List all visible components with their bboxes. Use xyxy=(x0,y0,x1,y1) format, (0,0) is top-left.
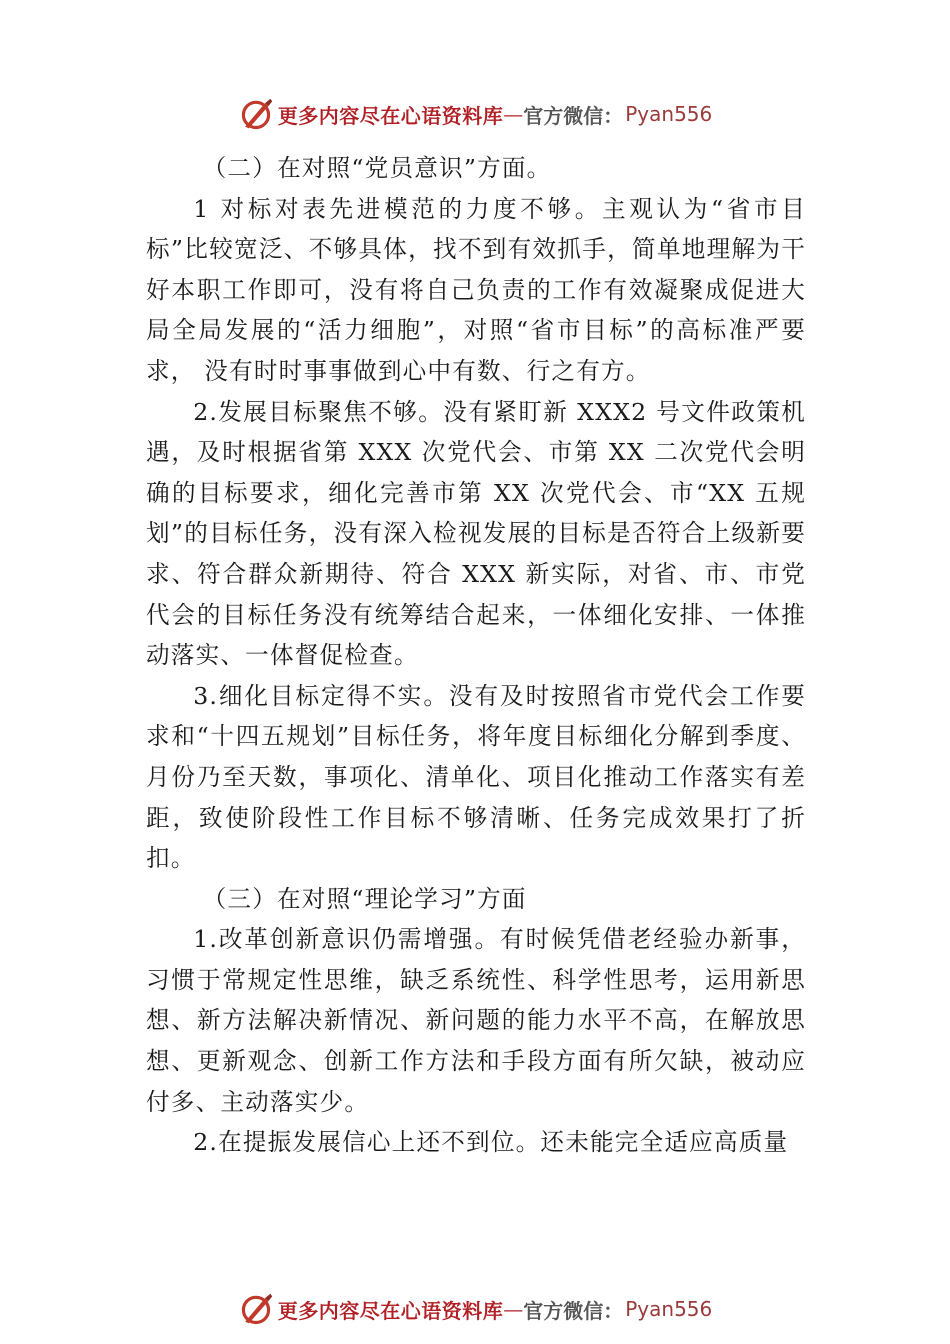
pen-logo-icon xyxy=(238,1291,274,1327)
paragraph: 1 对标对表先进模范的力度不够。主观认为“省市目标”比较宽泛、不够具体，找不到有效抓手，简单地理解为干好本职工作即可，没有将自己负责的工作有效凝聚成促进大局全局发展的“活力细胞”，对照“省市目标”的高标准严要求， 没有时时事事做到心中有数、行之有方。 xyxy=(146,194,806,385)
banner-main-text: 更多内容尽在心语资料库 xyxy=(277,103,504,128)
banner-wechat-id: Pyan556 xyxy=(625,1297,713,1321)
banner-label: 官方微信： xyxy=(523,103,624,128)
document-body xyxy=(146,148,806,1163)
banner-label: 官方微信： xyxy=(523,1298,624,1323)
banner-wechat-id: Pyan556 xyxy=(625,102,713,126)
header-banner xyxy=(0,94,950,134)
section-heading-2: （二）在对照“党员意识”方面。 xyxy=(202,154,552,182)
paragraph: 1.改革创新意识仍需增强。有时候凭借老经验办新事，习惯于常规定性思维，缺乏系统性、科学性思考，运用新思想、新方法解决新情况、新问题的能力水平不高，在解放思想、更新观念、创新工作方法和手段方面有所欠缺，被动应付多、主动落实少。 xyxy=(146,925,806,1116)
footer-banner xyxy=(0,1289,950,1329)
pen-logo-icon xyxy=(238,96,274,132)
banner-separator: — xyxy=(503,102,524,126)
banner-separator: — xyxy=(503,1297,524,1321)
paragraph: 2.在提振发展信心上还不到位。还未能完全适应高质量 xyxy=(193,1128,789,1157)
paragraph: 3.细化目标定得不实。没有及时按照省市党代会工作要求和“十四五规划”目标任务，将年度目标细化分解到季度、月份乃至天数，事项化、清单化、项目化推动工作落实有差距，致使阶段性工作目标不够清晰、任务完成效果打了折扣。 xyxy=(146,681,806,873)
paragraph: 2.发展目标聚焦不够。没有紧盯新 XXX2 号文件政策机遇，及时根据省第 XXX 次党代会、市第 XX 二次党代会明确的目标要求，细化完善市第 XX 次党代会、市“XX 五规划”的目标任务，没有深入检视发展的目标是否符合上级新要求、符合群众新期待、符合 XXX 新实际，对省、市、市党代会的目标任务没有统筹结合起来，一体细化安排、一体推动落实、一体督促检查。 xyxy=(146,397,806,670)
section-heading-3: （三）在对照“理论学习”方面 xyxy=(202,884,527,913)
banner-main-text: 更多内容尽在心语资料库 xyxy=(277,1298,504,1323)
